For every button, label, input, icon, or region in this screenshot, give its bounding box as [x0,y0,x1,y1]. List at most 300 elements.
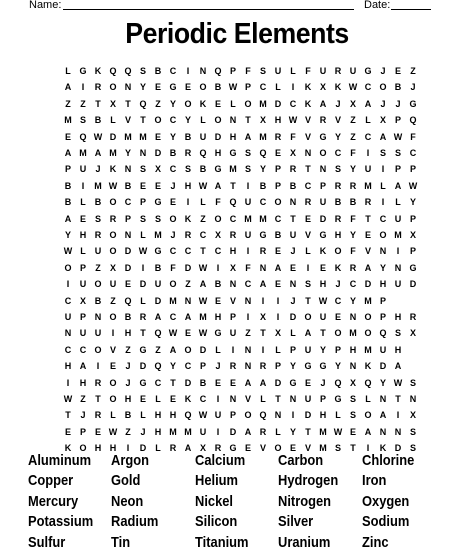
grid-letter: W [93,131,103,142]
grid-letter: T [260,328,266,339]
grid-letter: X [349,98,356,109]
grid-letter: A [79,361,87,372]
grid-letter: V [259,443,266,454]
grid-letter: D [154,295,162,306]
grid-letter: S [349,394,356,404]
grid-letter: A [379,410,387,421]
grid-letter: Y [319,344,326,355]
grid-letter: X [379,115,386,126]
grid-letter: R [334,66,342,76]
grid-letter: T [95,394,101,404]
grid-letter: B [394,82,402,93]
grid-letter: M [229,164,237,175]
grid-letter: X [349,377,356,388]
grid-letter: J [80,410,86,421]
grid-letter: J [170,180,176,191]
word-bank-item: Potassium [28,513,94,530]
grid-letter: P [79,426,86,437]
grid-letter: K [334,262,342,273]
grid-letter: N [379,246,387,257]
grid-letter: G [139,344,147,355]
grid-letter: O [364,328,372,339]
grid-letter: L [275,82,281,93]
grid-letter: J [395,98,401,109]
grid-letter: U [64,312,72,322]
grid-letter: U [94,246,102,257]
grid-letter: M [364,180,372,191]
word-search-grid [60,63,420,454]
grid-letter: C [364,82,372,93]
grid-letter: N [244,361,252,372]
grid-letter: I [216,262,220,273]
grid-letter: B [349,197,357,208]
grid-letter: K [379,443,387,454]
grid-letter: B [124,410,132,421]
grid-letter: M [259,131,267,142]
grid-letter: T [65,410,71,421]
grid-letter: A [94,148,102,158]
grid-letter: W [198,180,208,191]
grid-letter: F [245,66,251,76]
grid-letter: R [139,312,147,322]
grid-letter: V [304,230,311,240]
grid-letter: A [379,131,387,142]
grid-letter: W [168,328,178,339]
grid-letter: G [154,197,162,208]
grid-letter: U [79,328,87,339]
grid-letter: P [229,66,236,76]
grid-letter: B [64,197,72,208]
grid-letter: G [229,443,237,454]
grid-letter: G [169,82,177,93]
grid-letter: A [184,312,192,322]
grid-letter: Q [409,115,417,126]
grid-letter: I [366,443,370,454]
grid-letter: C [259,197,267,208]
grid-letter: Y [379,377,386,388]
grid-letter: R [274,131,282,142]
grid-letter: L [365,394,371,404]
grid-letter: V [364,246,371,257]
grid-letter: S [244,164,251,175]
grid-letter: Q [364,377,372,388]
grid-letter: R [184,148,192,158]
grid-letter: T [350,443,356,454]
grid-letter: S [154,213,161,224]
grid-letter: L [80,246,86,257]
grid-letter: O [379,82,387,93]
grid-letter: E [64,131,71,142]
grid-letter: P [274,361,281,372]
grid-letter: O [214,115,222,126]
grid-letter: E [94,426,101,437]
grid-letter: Q [229,197,237,208]
grid-letter: C [184,246,192,257]
grid-letter: W [108,426,118,437]
grid-letter: U [319,197,327,208]
grid-letter: Q [154,361,162,372]
grid-letter: Q [184,410,192,421]
grid-letter: X [109,262,116,273]
grid-letter: M [364,344,372,355]
grid-letter: Z [80,98,86,109]
grid-letter: P [229,410,236,421]
grid-letter: R [334,180,342,191]
grid-letter: U [229,328,237,339]
grid-letter: H [169,410,177,421]
grid-letter: J [335,98,341,109]
grid-letter: P [409,213,416,224]
grid-letter: E [184,82,191,93]
grid-letter: D [139,279,147,290]
page-title: Periodic Elements [125,18,349,50]
grid-letter: J [95,164,101,175]
grid-letter: N [94,312,102,322]
grid-letter: L [110,115,116,126]
grid-letter: E [169,394,176,404]
word-bank-item: Zinc [362,534,389,551]
grid-letter: Y [349,164,356,175]
grid-letter: L [335,410,341,421]
grid-letter: D [154,148,162,158]
word-bank-item: Neon [111,493,144,510]
grid-letter: Z [80,394,86,404]
grid-letter: P [394,164,401,175]
grid-letter: T [305,295,311,306]
grid-letter: M [319,426,327,437]
grid-letter: D [394,443,402,454]
grid-letter: P [124,213,131,224]
grid-letter: X [409,410,416,421]
grid-letter: O [184,98,192,109]
grid-letter: G [259,230,267,240]
grid-letter: Y [409,197,416,208]
grid-letter: T [320,328,326,339]
grid-letter: I [261,344,265,355]
grid-letter: N [244,344,252,355]
word-bank [28,452,468,552]
grid-letter: C [184,361,192,372]
grid-letter: J [410,82,416,93]
grid-letter: E [394,66,401,76]
grid-row [60,211,420,227]
grid-letter: W [348,82,358,93]
grid-letter: I [261,295,265,306]
grid-letter: H [379,279,387,290]
grid-letter: X [229,262,236,273]
grid-letter: C [379,213,387,224]
grid-letter: C [334,148,342,158]
grid-letter: N [124,230,132,240]
grid-letter: H [394,312,402,322]
grid-letter: X [154,164,161,175]
grid-letter: Y [334,361,341,372]
grid-letter: I [66,279,70,290]
grid-letter: O [274,443,282,454]
grid-letter: C [199,230,207,240]
grid-letter: W [288,115,298,126]
grid-letter: S [394,148,401,158]
grid-letter: J [380,98,386,109]
grid-letter: M [169,295,177,306]
grid-letter: M [259,213,267,224]
grid-letter: S [379,148,386,158]
grid-letter: H [394,344,402,355]
grid-letter: M [184,426,192,437]
grid-letter: N [199,66,207,76]
grid-letter: K [184,213,192,224]
grid-letter: C [409,148,417,158]
grid-letter: M [94,180,102,191]
word-bank-item: Chlorine [362,452,415,469]
grid-row [60,145,420,161]
grid-letter: X [109,98,116,109]
grid-letter: D [199,344,207,355]
grid-letter: R [94,230,102,240]
grid-letter: G [334,394,342,404]
grid-letter: O [79,443,87,454]
grid-letter: P [274,164,281,175]
grid-letter: Q [154,328,162,339]
grid-letter: F [305,66,311,76]
grid-letter: U [154,279,162,290]
grid-letter: G [409,262,417,273]
grid-letter: O [109,197,117,208]
grid-letter: E [274,279,281,290]
grid-letter: T [275,394,281,404]
grid-letter: A [244,426,252,437]
grid-letter: A [184,443,192,454]
grid-letter: X [79,295,86,306]
grid-letter: U [244,197,252,208]
grid-letter: W [138,246,148,257]
grid-letter: H [319,279,327,290]
grid-letter: H [79,230,87,240]
grid-letter: Q [139,98,147,109]
grid-row [60,358,420,374]
grid-letter: L [110,410,116,421]
grid-letter: L [140,230,146,240]
grid-letter: J [125,377,131,388]
grid-letter: Q [124,295,132,306]
grid-letter: X [259,312,266,322]
grid-letter: J [290,295,296,306]
grid-letter: R [229,230,237,240]
grid-letter: F [350,213,356,224]
grid-letter: I [306,262,310,273]
grid-letter: T [290,213,296,224]
grid-letter: N [229,394,237,404]
grid-letter: X [274,328,281,339]
grid-letter: W [198,410,208,421]
grid-letter: H [124,394,132,404]
grid-letter: G [154,246,162,257]
grid-letter: T [140,328,146,339]
grid-letter: S [349,410,356,421]
grid-letter: L [80,197,86,208]
grid-letter: C [229,213,237,224]
grid-letter: L [275,426,281,437]
grid-letter: E [124,279,131,290]
grid-letter: U [349,66,357,76]
name-line [63,9,354,10]
grid-letter: E [274,246,281,257]
grid-letter: M [124,131,132,142]
grid-letter: X [199,443,206,454]
grid-letter: N [274,410,282,421]
grid-letter: T [125,98,131,109]
grid-letter: E [364,230,371,240]
grid-letter: P [334,344,341,355]
grid-letter: R [169,443,177,454]
grid-letter: Y [334,131,341,142]
grid-letter: O [364,410,372,421]
grid-letter: S [334,443,341,454]
grid-letter: E [184,328,191,339]
grid-letter: I [396,246,400,257]
grid-letter: T [305,164,311,175]
grid-letter: I [216,394,220,404]
grid-letter: E [289,262,296,273]
grid-letter: H [154,410,162,421]
grid-letter: D [409,279,417,290]
grid-letter: I [141,262,145,273]
grid-letter: O [109,230,117,240]
word-bank-item: Silver [278,513,314,530]
grid-letter: C [169,66,177,76]
grid-letter: H [334,230,342,240]
grid-row [60,325,420,341]
grid-letter: O [364,312,372,322]
grid-letter: H [229,131,237,142]
grid-letter: B [199,377,207,388]
grid-letter: N [64,328,72,339]
grid-letter: Y [139,82,146,93]
grid-letter: P [394,115,401,126]
grid-letter: H [64,361,72,372]
grid-letter: R [109,213,117,224]
grid-letter: X [319,82,326,93]
grid-letter: R [349,262,357,273]
grid-letter: E [154,131,161,142]
grid-letter: M [169,426,177,437]
grid-letter: S [409,426,416,437]
grid-row [60,309,420,325]
grid-letter: F [410,131,416,142]
grid-letter: Q [334,377,342,388]
grid-letter: U [364,164,372,175]
grid-letter: S [259,66,266,76]
grid-letter: S [139,164,146,175]
grid-letter: T [140,115,146,126]
grid-letter: Q [379,328,387,339]
grid-letter: A [64,148,72,158]
grid-letter: P [289,344,296,355]
grid-letter: R [214,443,222,454]
grid-letter: G [214,164,222,175]
grid-letter: E [169,197,176,208]
grid-letter: E [334,312,341,322]
grid-letter: Z [245,328,251,339]
grid-letter: A [64,82,72,93]
header-line [0,0,474,14]
grid-letter: U [109,279,117,290]
grid-letter: N [379,394,387,404]
grid-letter: A [394,180,402,191]
grid-letter: N [244,295,252,306]
grid-letter: L [200,115,206,126]
grid-letter: J [290,246,296,257]
word-bank-item: Silicon [195,513,238,530]
grid-letter: E [274,148,281,158]
grid-letter: R [319,115,327,126]
grid-letter: K [334,82,342,93]
grid-letter: Q [259,410,267,421]
grid-letter: C [289,98,297,109]
grid-letter: I [276,295,280,306]
grid-letter: M [319,443,327,454]
grid-letter: A [364,98,372,109]
grid-letter: I [381,164,385,175]
grid-letter: Q [199,148,207,158]
grid-letter: S [139,213,146,224]
grid-letter: Z [125,344,131,355]
grid-letter: T [305,426,311,437]
grid-letter: O [274,197,282,208]
word-bank-item: Titanium [195,534,249,551]
grid-letter: L [155,394,161,404]
grid-letter: B [259,180,267,191]
grid-letter: Z [110,295,116,306]
grid-letter: I [216,426,220,437]
grid-letter: A [169,344,177,355]
grid-letter: E [109,361,116,372]
word-bank-item: Hydrogen [278,472,339,489]
word-bank-item: Carbon [278,452,324,469]
grid-letter: U [379,344,387,355]
word-bank-item: Radium [111,513,159,530]
grid-letter: P [319,394,326,404]
grid-letter: L [65,66,71,76]
word-bank-item: Gold [111,472,141,489]
grid-letter: P [64,164,71,175]
grid-letter: B [184,131,192,142]
grid-letter: D [274,98,282,109]
grid-letter: T [245,115,251,126]
grid-letter: A [154,312,162,322]
grid-letter: A [259,377,267,388]
grid-letter: X [409,230,416,240]
grid-letter: Z [65,98,71,109]
grid-letter: P [409,246,416,257]
grid-letter: N [139,148,147,158]
grid-letter: L [395,197,401,208]
word-bank-item: Calcium [195,452,246,469]
grid-letter: D [214,131,222,142]
word-bank-item: Copper [28,472,74,489]
grid-letter: O [214,213,222,224]
grid-letter: O [304,312,312,322]
grid-letter: A [274,262,282,273]
grid-letter: Z [200,213,206,224]
grid-letter: I [291,82,295,93]
grid-letter: H [124,328,132,339]
grid-row [60,194,420,210]
grid-letter: R [94,410,102,421]
grid-letter: C [169,312,177,322]
grid-letter: S [334,164,341,175]
grid-letter: I [291,410,295,421]
